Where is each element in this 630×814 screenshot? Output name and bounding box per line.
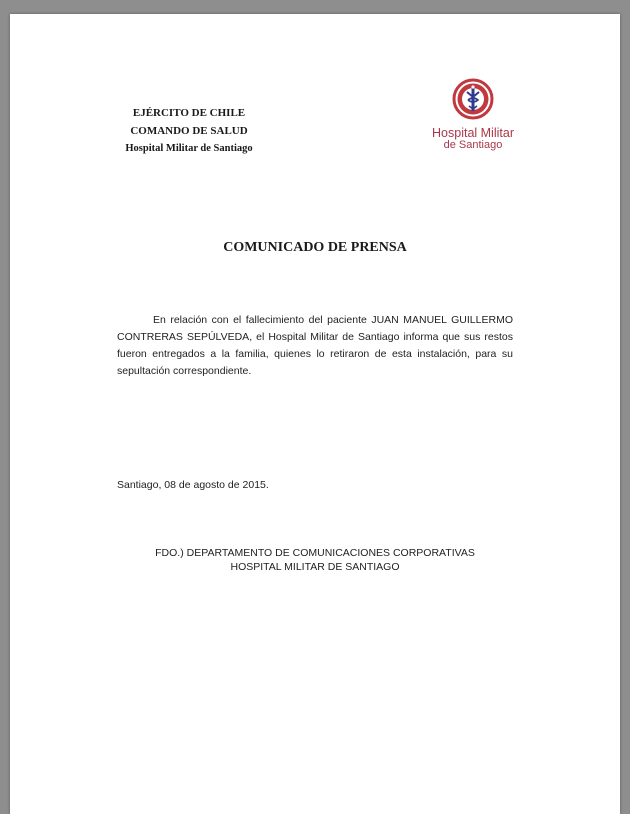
body-paragraph: En relación con el fallecimiento del paciente JUAN MANUEL GUILLERMO CONTRERAS SEPÚLVEDA, el Hospital Militar de Santiago informa que sus restos fueron entregados a la familia, quienes lo retiraron de esta instalación, para su sepultación correspondiente. (117, 314, 513, 377)
header-line-hospital: Hospital Militar de Santiago (125, 143, 253, 154)
header-line-command: COMANDO DE SALUD (130, 125, 248, 137)
hospital-crest-icon (452, 78, 494, 120)
document-title: COMUNICADO DE PRENSA (223, 240, 407, 255)
institution-header (114, 104, 264, 158)
signature-line-hospital: HOSPITAL MILITAR DE SANTIAGO (230, 561, 400, 573)
header-line-army: EJÉRCITO DE CHILE (132, 107, 246, 119)
logo-name: Hospital Militar (432, 126, 514, 140)
signature-line-department: FDO.) DEPARTAMENTO DE COMUNICACIONES CORPORATIVAS (155, 547, 475, 559)
hospital-logo (418, 78, 528, 151)
document-date: Santiago, 08 de agosto de 2015. (117, 479, 269, 491)
document-page (10, 14, 620, 814)
signature-block (10, 546, 620, 574)
logo-subtitle: de Santiago (443, 139, 503, 151)
